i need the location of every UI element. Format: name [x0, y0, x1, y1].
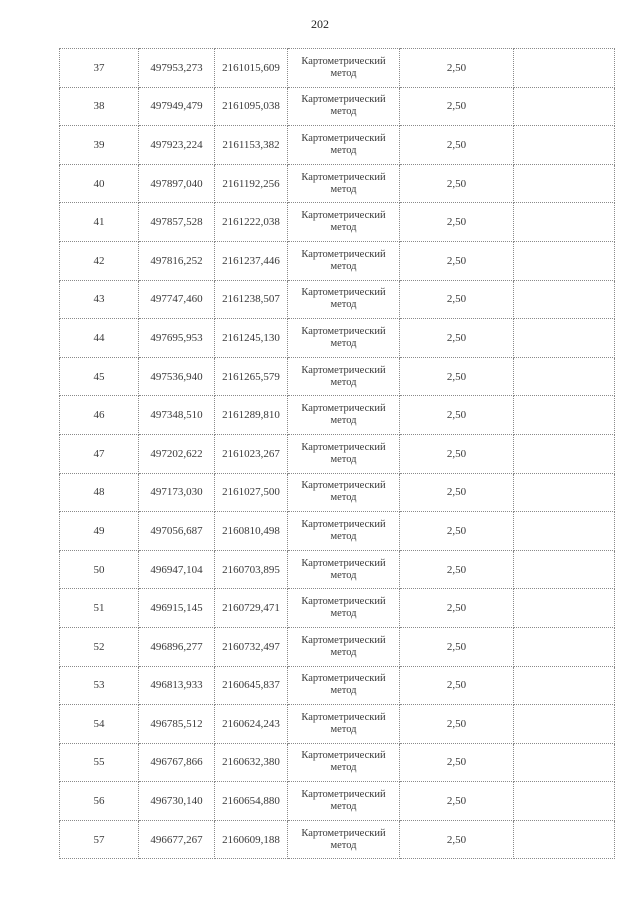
accuracy-cell: 2,50 [400, 87, 514, 126]
table-row [60, 473, 615, 512]
x-coordinate-cell: 496947,104 [139, 550, 215, 589]
point-number-cell: 57 [60, 820, 139, 859]
y-coordinate-cell: 2160624,243 [215, 705, 288, 744]
y-coordinate-cell: 2161265,579 [215, 357, 288, 396]
note-cell [514, 280, 615, 319]
table-row [60, 49, 615, 88]
point-number-cell: 39 [60, 126, 139, 165]
point-number-cell: 54 [60, 705, 139, 744]
x-coordinate-cell: 496730,140 [139, 782, 215, 821]
table-row [60, 512, 615, 551]
accuracy-cell: 2,50 [400, 589, 514, 628]
table-row [60, 87, 615, 126]
note-cell [514, 203, 615, 242]
accuracy-cell: 2,50 [400, 705, 514, 744]
point-number-cell: 45 [60, 357, 139, 396]
page-number: 202 [311, 17, 329, 31]
note-cell [514, 512, 615, 551]
y-coordinate-cell: 2161015,609 [215, 49, 288, 88]
point-number-cell: 51 [60, 589, 139, 628]
point-number-cell: 49 [60, 512, 139, 551]
method-cell: Картометрический метод [288, 434, 400, 473]
table-row [60, 666, 615, 705]
table-row [60, 357, 615, 396]
point-number-cell: 47 [60, 434, 139, 473]
note-cell [514, 357, 615, 396]
accuracy-cell: 2,50 [400, 49, 514, 88]
table-row [60, 434, 615, 473]
x-coordinate-cell: 496767,866 [139, 743, 215, 782]
table-row [60, 319, 615, 358]
note-cell [514, 396, 615, 435]
y-coordinate-cell: 2160732,497 [215, 627, 288, 666]
accuracy-cell: 2,50 [400, 319, 514, 358]
x-coordinate-cell: 497747,460 [139, 280, 215, 319]
accuracy-cell: 2,50 [400, 627, 514, 666]
method-cell: Картометрический метод [288, 319, 400, 358]
x-coordinate-cell: 497923,224 [139, 126, 215, 165]
point-number-cell: 37 [60, 49, 139, 88]
note-cell [514, 473, 615, 512]
x-coordinate-cell: 496677,267 [139, 820, 215, 859]
point-number-cell: 42 [60, 241, 139, 280]
y-coordinate-cell: 2161192,256 [215, 164, 288, 203]
y-coordinate-cell: 2160609,188 [215, 820, 288, 859]
y-coordinate-cell: 2161095,038 [215, 87, 288, 126]
accuracy-cell: 2,50 [400, 666, 514, 705]
x-coordinate-cell: 497695,953 [139, 319, 215, 358]
point-number-cell: 52 [60, 627, 139, 666]
x-coordinate-cell: 496896,277 [139, 627, 215, 666]
point-number-cell: 44 [60, 319, 139, 358]
method-cell: Картометрический метод [288, 705, 400, 744]
table-row [60, 396, 615, 435]
x-coordinate-cell: 496915,145 [139, 589, 215, 628]
note-cell [514, 241, 615, 280]
note-cell [514, 319, 615, 358]
note-cell [514, 782, 615, 821]
x-coordinate-cell: 497173,030 [139, 473, 215, 512]
accuracy-cell: 2,50 [400, 473, 514, 512]
note-cell [514, 87, 615, 126]
method-cell: Картометрический метод [288, 743, 400, 782]
accuracy-cell: 2,50 [400, 782, 514, 821]
accuracy-cell: 2,50 [400, 241, 514, 280]
note-cell [514, 666, 615, 705]
accuracy-cell: 2,50 [400, 164, 514, 203]
note-cell [514, 126, 615, 165]
table-row [60, 820, 615, 859]
x-coordinate-cell: 497348,510 [139, 396, 215, 435]
table-row [60, 782, 615, 821]
note-cell [514, 705, 615, 744]
method-cell: Картометрический метод [288, 87, 400, 126]
accuracy-cell: 2,50 [400, 126, 514, 165]
x-coordinate-cell: 497536,940 [139, 357, 215, 396]
x-coordinate-cell: 497857,528 [139, 203, 215, 242]
point-number-cell: 43 [60, 280, 139, 319]
y-coordinate-cell: 2161027,500 [215, 473, 288, 512]
method-cell: Картометрический метод [288, 666, 400, 705]
accuracy-cell: 2,50 [400, 280, 514, 319]
method-cell: Картометрический метод [288, 627, 400, 666]
method-cell: Картометрический метод [288, 512, 400, 551]
x-coordinate-cell: 497816,252 [139, 241, 215, 280]
method-cell: Картометрический метод [288, 164, 400, 203]
method-cell: Картометрический метод [288, 473, 400, 512]
method-cell: Картометрический метод [288, 396, 400, 435]
table-row [60, 241, 615, 280]
table-row [60, 627, 615, 666]
y-coordinate-cell: 2161238,507 [215, 280, 288, 319]
note-cell [514, 820, 615, 859]
y-coordinate-cell: 2161153,382 [215, 126, 288, 165]
y-coordinate-cell: 2160645,837 [215, 666, 288, 705]
method-cell: Картометрический метод [288, 241, 400, 280]
table-row [60, 280, 615, 319]
table-row [60, 203, 615, 242]
y-coordinate-cell: 2160729,471 [215, 589, 288, 628]
x-coordinate-cell: 497949,479 [139, 87, 215, 126]
note-cell [514, 164, 615, 203]
x-coordinate-cell: 497897,040 [139, 164, 215, 203]
method-cell: Картометрический метод [288, 550, 400, 589]
point-number-cell: 38 [60, 87, 139, 126]
point-number-cell: 55 [60, 743, 139, 782]
accuracy-cell: 2,50 [400, 820, 514, 859]
note-cell [514, 434, 615, 473]
note-cell [514, 550, 615, 589]
accuracy-cell: 2,50 [400, 512, 514, 551]
y-coordinate-cell: 2161245,130 [215, 319, 288, 358]
x-coordinate-cell: 497953,273 [139, 49, 215, 88]
point-number-cell: 48 [60, 473, 139, 512]
note-cell [514, 743, 615, 782]
y-coordinate-cell: 2160654,880 [215, 782, 288, 821]
x-coordinate-cell: 496785,512 [139, 705, 215, 744]
accuracy-cell: 2,50 [400, 743, 514, 782]
table-row [60, 550, 615, 589]
y-coordinate-cell: 2161222,038 [215, 203, 288, 242]
point-number-cell: 56 [60, 782, 139, 821]
accuracy-cell: 2,50 [400, 396, 514, 435]
table-row [60, 126, 615, 165]
method-cell: Картометрический метод [288, 126, 400, 165]
table-row [60, 705, 615, 744]
method-cell: Картометрический метод [288, 820, 400, 859]
y-coordinate-cell: 2160703,895 [215, 550, 288, 589]
coordinates-table-body [60, 49, 615, 859]
y-coordinate-cell: 2161023,267 [215, 434, 288, 473]
accuracy-cell: 2,50 [400, 434, 514, 473]
y-coordinate-cell: 2160632,380 [215, 743, 288, 782]
method-cell: Картометрический метод [288, 203, 400, 242]
point-number-cell: 40 [60, 164, 139, 203]
note-cell [514, 49, 615, 88]
accuracy-cell: 2,50 [400, 357, 514, 396]
method-cell: Картометрический метод [288, 49, 400, 88]
point-number-cell: 41 [60, 203, 139, 242]
method-cell: Картометрический метод [288, 782, 400, 821]
table-row [60, 743, 615, 782]
table-row [60, 589, 615, 628]
note-cell [514, 627, 615, 666]
coordinates-table [59, 48, 615, 859]
point-number-cell: 50 [60, 550, 139, 589]
accuracy-cell: 2,50 [400, 550, 514, 589]
y-coordinate-cell: 2160810,498 [215, 512, 288, 551]
x-coordinate-cell: 497056,687 [139, 512, 215, 551]
accuracy-cell: 2,50 [400, 203, 514, 242]
method-cell: Картометрический метод [288, 357, 400, 396]
method-cell: Картометрический метод [288, 589, 400, 628]
x-coordinate-cell: 497202,622 [139, 434, 215, 473]
table-row [60, 164, 615, 203]
y-coordinate-cell: 2161237,446 [215, 241, 288, 280]
point-number-cell: 46 [60, 396, 139, 435]
point-number-cell: 53 [60, 666, 139, 705]
x-coordinate-cell: 496813,933 [139, 666, 215, 705]
note-cell [514, 589, 615, 628]
y-coordinate-cell: 2161289,810 [215, 396, 288, 435]
method-cell: Картометрический метод [288, 280, 400, 319]
